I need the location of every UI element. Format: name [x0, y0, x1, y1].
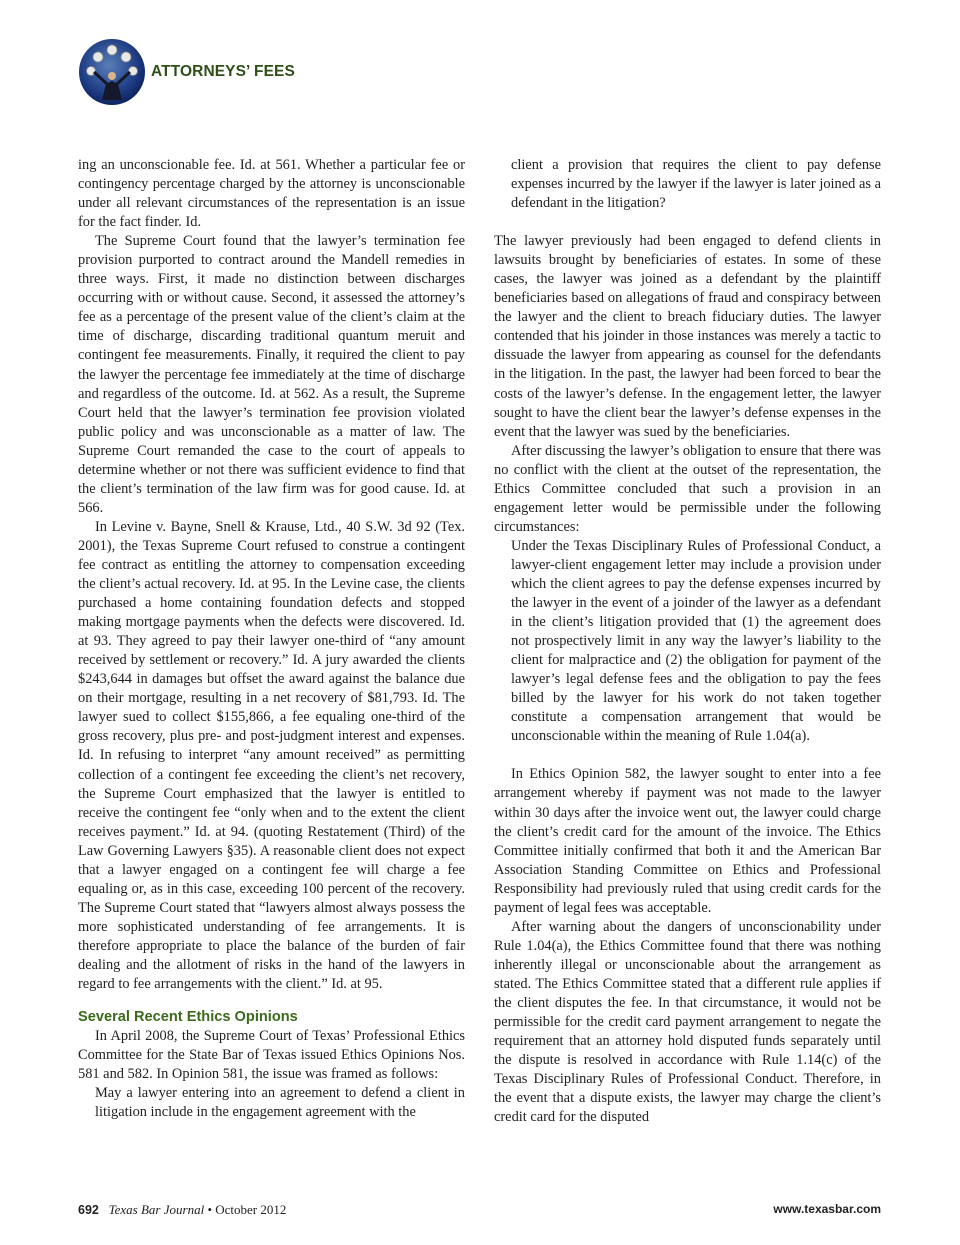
- right-paragraph-3: In Ethics Opinion 582, the lawyer sought to enter into a fee arrangement whereby if payment was not made to the lawyer within 30 days after the invoice went out, the lawyer could charge the client’s credit card for the amount of the invoice. The Ethics Committee initially confirmed that both it and the American Bar Association Standing Committee on Ethics and Professional Responsibility had previously ruled that using credit cards for the payment of legal fees was acceptable.: [494, 766, 881, 916]
- right-column: [494, 156, 881, 1127]
- journal-name: Texas Bar Journal: [108, 1202, 205, 1217]
- left-paragraph-3: In Levine v. Bayne, Snell & Krause, Ltd., 40 S.W. 3d 92 (Tex. 2001), the Texas Supreme Court refused to construe a contingent fee contract as entitling the attorney to compensation exceeding the client’s actual recovery. Id. at 95. In the Levine case, the clients purchased a home containing foundation defects and stopped making mortgage payments when the defects were discovered. Id. at 93. They agreed to pay their lawyer one-third of “any amount received by settlement or recovery.” Id. A jury awarded the clients $243,644 in damages but offset the award against the balance due on their mortgage, resulting in a net recovery of $81,793. Id. The lawyer sued to collect $155,866, a fee equaling one-third of the gross recovery, plus pre- and post-judgment interest and expenses. Id. In refusing to interpret “any amount received” as permitting collection of a contingent fee exceeding the client’s net recovery, the Supreme Court emphasized that the lawyer is entitled to receive the contingent fee “only when and to the extent the client receives payment.” Id. at 94. (quoting Restatement (Third) of the Law Governing Lawyers §35). A reasonable client does not expect that a lawyer engaged on a contingent fee will charge a fee equaling or, as in this case, exceeding 100 percent of the recovery. The Supreme Court stated that “lawyers almost always possess the more sophisticated understanding of fee arrangements. It is therefore appropriate to place the balance of the burden of fair dealing and the allotment of risks in the hand of the lawyers in regard to fee arrangements with the client.” Id. at 95.: [78, 518, 465, 993]
- right-paragraph-2: After discussing the lawyer’s obligation to ensure that there was no conflict with the client at the outset of the representation, the Ethics Committee concluded that such a provision in an engagement letter would be permissible under the following circumstances:: [494, 442, 881, 535]
- section-title: ATTORNEYS’ FEES: [151, 63, 295, 80]
- right-paragraph-4: After warning about the dangers of unconscionability under Rule 1.04(a), the Ethics Committee found that there was nothing inherently illegal or unconscionable about the arrangement as stated. The Ethics Committee stated that a different rule applies if the client disputes the fee. In that circumstance, it would not be permissible for the credit card payment arrangement to negate the requirement that an attorney hold disputed funds separately until the dispute is resolved in accordance with Rule 1.14(c) of the Texas Disciplinary Rules of Professional Conduct. Therefore, in the event that a dispute exists, the lawyer may charge the client’s credit card for the disputed: [494, 918, 881, 1126]
- footer-citation: [78, 1202, 286, 1218]
- website-link[interactable]: www.texasbar.com: [773, 1202, 881, 1216]
- footer-bullet: •: [207, 1202, 212, 1217]
- block-quote-opinion-581: May a lawyer entering into an agreement to defend a client in litigation include in the engagement agreement with the: [95, 1085, 465, 1121]
- left-paragraph-2: The Supreme Court found that the lawyer’s termination fee provision purported to contract around the Mandell remedies in three ways. First, it made no distinction between discharges occurring with or without cause. Second, it assessed the attorney’s fee as a percentage of the present value of the client’s claim at the time of discharge, discarding traditional quantum meruit and contingent fee measurements. Finally, it required the client to pay the lawyer the percentage fee immediately at the time of discharge and regardless of the outcome. Id. at 562. As a result, the Supreme Court held that the lawyer’s termination fee provision violated public policy and was unconscionable as a matter of law. The Supreme Court remanded the case to the court of appeals to determine whether or not there was sufficient evidence to find that the client’s termination of the law firm was for good cause. Id. at 566.: [78, 233, 465, 516]
- block-quote-committee-conclusion: Under the Texas Disciplinary Rules of Professional Conduct, a lawyer-client engagement letter may include a provision under which the client agrees to pay the defense expenses incurred by the lawyer in the event of a joinder of the lawyer as a defendant in the client’s litigation provided that (1) the agreement does not prospectively limit in any way the lawyer’s liability to the client for malpractice and (2) the obligation for payment of the lawyer’s legal defense fees and the obligation to pay the fees billed by the lawyer for his work do not taken together constitute a compensation arrangement that would be unconscionable within the meaning of Rule 1.04(a).: [511, 537, 881, 745]
- page-header: [78, 38, 478, 108]
- left-column: [78, 156, 465, 1122]
- left-paragraph-4: In April 2008, the Supreme Court of Texas’ Professional Ethics Committee for the State Bar of Texas issued Ethics Opinions Nos. 581 and 582. In Opinion 581, the issue was framed as follows:: [78, 1028, 465, 1083]
- juggler-clocks-icon: [78, 38, 146, 106]
- subheading: Several Recent Ethics Opinions: [78, 1009, 298, 1026]
- right-paragraph-1: The lawyer previously had been engaged to defend clients in lawsuits brought by beneficiaries of estates. In some of these cases, the lawyer was joined as a defendant by the plaintiff beneficiaries based on allegations of fraud and conspiracy between the lawyer and the client to breach fiduciary duties. The lawyer contended that his joinder in those instances was merely a tactic to dissuade the lawyer from appearing as counsel for the defendants in the litigation. In the past, the lawyer had been forced to bear the costs of the lawyer’s defense. In the engagement letter, the lawyer sought to have the client bear the lawyer’s defense expenses in the event that the lawyer was sued by the beneficiaries.: [494, 233, 881, 440]
- page-number: 692: [78, 1203, 99, 1217]
- left-paragraph-1: ing an unconscionable fee. Id. at 561. Whether a particular fee or contingency percentage charged by the attorney is unconscionable under all relevant circumstances of the representation is an issue for the fact finder. Id.: [78, 157, 465, 231]
- block-quote-opinion-581-continued: client a provision that requires the client to pay defense expenses incurred by the lawyer if the lawyer is later joined as a defendant in the litigation?: [511, 157, 881, 212]
- issue-date: October 2012: [215, 1202, 287, 1217]
- page-footer: [78, 1202, 881, 1220]
